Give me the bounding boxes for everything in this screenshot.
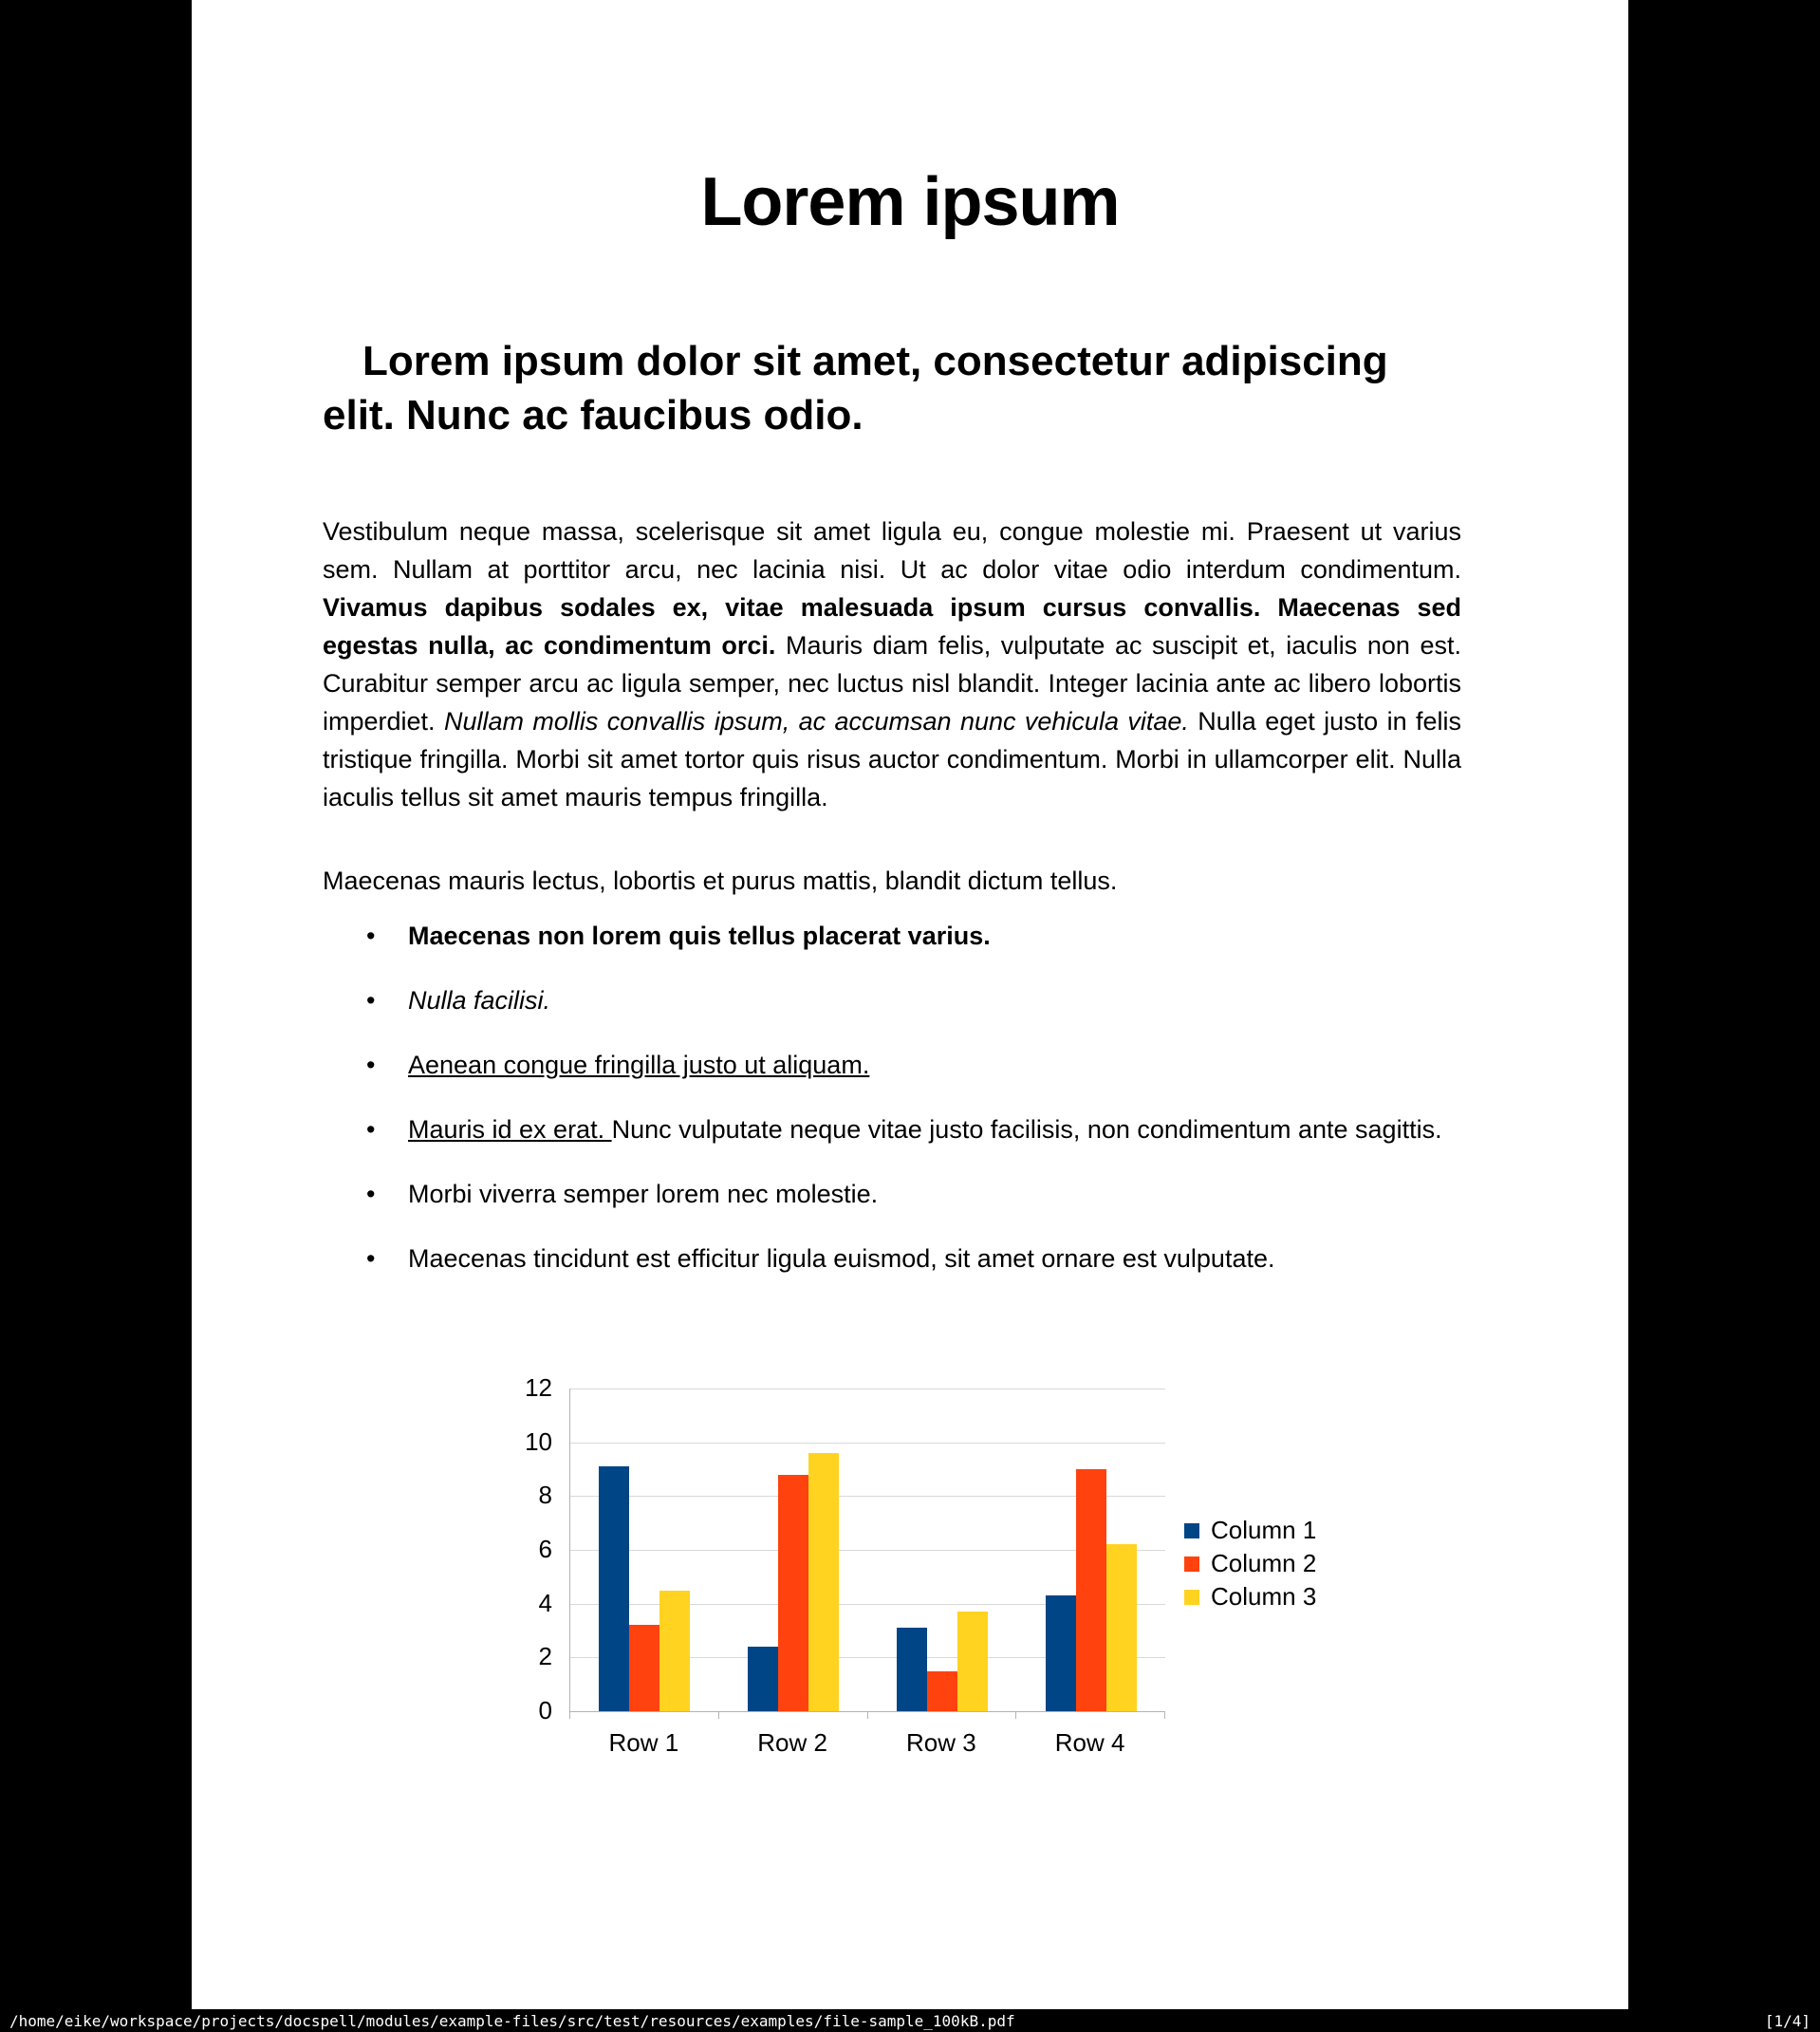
list-item — [323, 1175, 1471, 1213]
x-axis-category-label: Row 2 — [757, 1728, 827, 1757]
bullet-icon: • — [366, 1180, 376, 1208]
list-item-text: Nunc vulputate neque vitae justo facilisis, non condimentum ante sagittis. — [611, 1115, 1442, 1144]
list-item — [323, 981, 1471, 1019]
paragraph-text: Nulla eget justo in felis tristique fringilla. Morbi sit amet tortor quis risus auctor condimentum. Morbi in ullamcorper elit. Nulla iaculis tellus sit amet mauris tempus fringilla. — [323, 707, 1461, 811]
paragraph-text: Vestibulum neque massa, scelerisque sit amet ligula eu, congue molestie mi. Praesent ut varius sem. Nullam at porttitor arcu, nec lacinia nisi. Ut ac dolor vitae odio interdum condimentum. — [323, 517, 1461, 584]
chart-bar — [897, 1628, 927, 1711]
paragraph-bold-text: Vivamus dapibus sodales ex, vitae malesuada ipsum cursus convallis. Maecenas sed egestas nulla, ac condimentum orci. — [323, 593, 1461, 660]
status-bar — [0, 2009, 1820, 2032]
legend-label: Column 3 — [1211, 1582, 1317, 1611]
chart-bar — [599, 1466, 629, 1711]
list-item-text: Nulla facilisi. — [408, 986, 551, 1015]
legend-item — [1184, 1514, 1316, 1547]
document-title: Lorem ipsum — [700, 164, 1120, 240]
bullet-icon: • — [366, 1244, 376, 1273]
legend-color-swatch — [1184, 1557, 1199, 1572]
x-axis-category-label: Row 1 — [608, 1728, 679, 1757]
bullet-icon: • — [366, 1115, 376, 1144]
body-paragraph — [323, 513, 1461, 816]
chart-bar — [748, 1647, 778, 1711]
chart-bar — [659, 1591, 690, 1712]
status-file-path: /home/eike/workspace/projects/docspell/modules/example-files/src/test/resources/examples/file-sample_100kB.pdf — [9, 2011, 1015, 2030]
bullet-icon: • — [366, 922, 376, 950]
chart-bar — [778, 1475, 808, 1711]
x-axis-category-label: Row 4 — [1054, 1728, 1125, 1757]
document-page[interactable] — [192, 0, 1628, 2009]
chart-bar — [1046, 1595, 1076, 1711]
legend-label: Column 2 — [1211, 1549, 1317, 1577]
legend-label: Column 1 — [1211, 1516, 1317, 1544]
y-axis-tick-label: 0 — [538, 1696, 552, 1724]
document-heading: Lorem ipsum dolor sit amet, consectetur adipiscing elit. Nunc ac faucibus odio. — [323, 338, 1388, 438]
status-page-indicator: [1/4] — [1764, 2011, 1811, 2030]
y-axis-tick-label: 4 — [538, 1588, 552, 1617]
list-item — [323, 1046, 1471, 1084]
x-axis-tick-mark — [569, 1711, 570, 1719]
bar-chart — [192, 1373, 1628, 1799]
chart-bar — [1076, 1469, 1106, 1711]
y-axis-tick-label: 6 — [538, 1535, 552, 1563]
y-axis-tick-label: 2 — [538, 1642, 552, 1671]
legend-item — [1184, 1580, 1316, 1613]
second-paragraph: Maecenas mauris lectus, lobortis et purus mattis, blandit dictum tellus. — [323, 867, 1118, 895]
y-axis-tick-label: 10 — [525, 1426, 552, 1456]
x-axis-tick-mark — [1015, 1711, 1016, 1719]
legend-color-swatch — [1184, 1523, 1199, 1538]
chart-bar — [808, 1453, 839, 1711]
bullet-icon: • — [366, 986, 376, 1015]
chart-gridline — [570, 1443, 1165, 1444]
bullet-list — [323, 917, 1471, 1304]
legend-color-swatch — [1184, 1590, 1199, 1605]
chart-legend — [1184, 1514, 1316, 1613]
chart-gridline — [570, 1711, 1165, 1712]
list-item-text: Maecenas non lorem quis tellus placerat varius. — [408, 922, 991, 950]
paragraph-italic-text: Nullam mollis convallis ipsum, ac accumsan nunc vehicula vitae. — [443, 707, 1189, 736]
list-item-text: Maecenas tincidunt est efficitur ligula euismod, sit amet ornare est vulputate. — [408, 1244, 1275, 1273]
paragraph-text: Mauris diam felis, vulputate ac suscipit et, iaculis non est. Curabitur semper arcu ac ligula semper, nec luctus nisl blandit. Integer lacinia ante ac libero lobortis imperdiet. — [323, 631, 1461, 736]
chart-plot-area — [569, 1389, 1165, 1711]
list-item — [323, 917, 1471, 955]
list-item — [323, 1110, 1471, 1148]
y-axis-tick-label: 12 — [525, 1373, 552, 1402]
x-axis-tick-mark — [1164, 1711, 1165, 1719]
chart-bar — [927, 1671, 957, 1712]
chart-bar — [629, 1625, 659, 1711]
x-axis-tick-mark — [718, 1711, 719, 1719]
chart-bar — [1106, 1544, 1137, 1711]
list-item — [323, 1240, 1471, 1277]
chart-bar — [957, 1612, 988, 1711]
list-item-text: Aenean congue fringilla justo ut aliquam. — [408, 1051, 870, 1079]
bullet-icon: • — [366, 1051, 376, 1079]
legend-item — [1184, 1547, 1316, 1580]
x-axis-category-label: Row 3 — [906, 1728, 976, 1757]
list-item-underlined-text: Mauris id ex erat. — [408, 1115, 612, 1144]
list-item-text: Morbi viverra semper lorem nec molestie. — [408, 1180, 879, 1208]
x-axis-tick-mark — [867, 1711, 868, 1719]
y-axis-tick-label: 8 — [538, 1481, 552, 1510]
